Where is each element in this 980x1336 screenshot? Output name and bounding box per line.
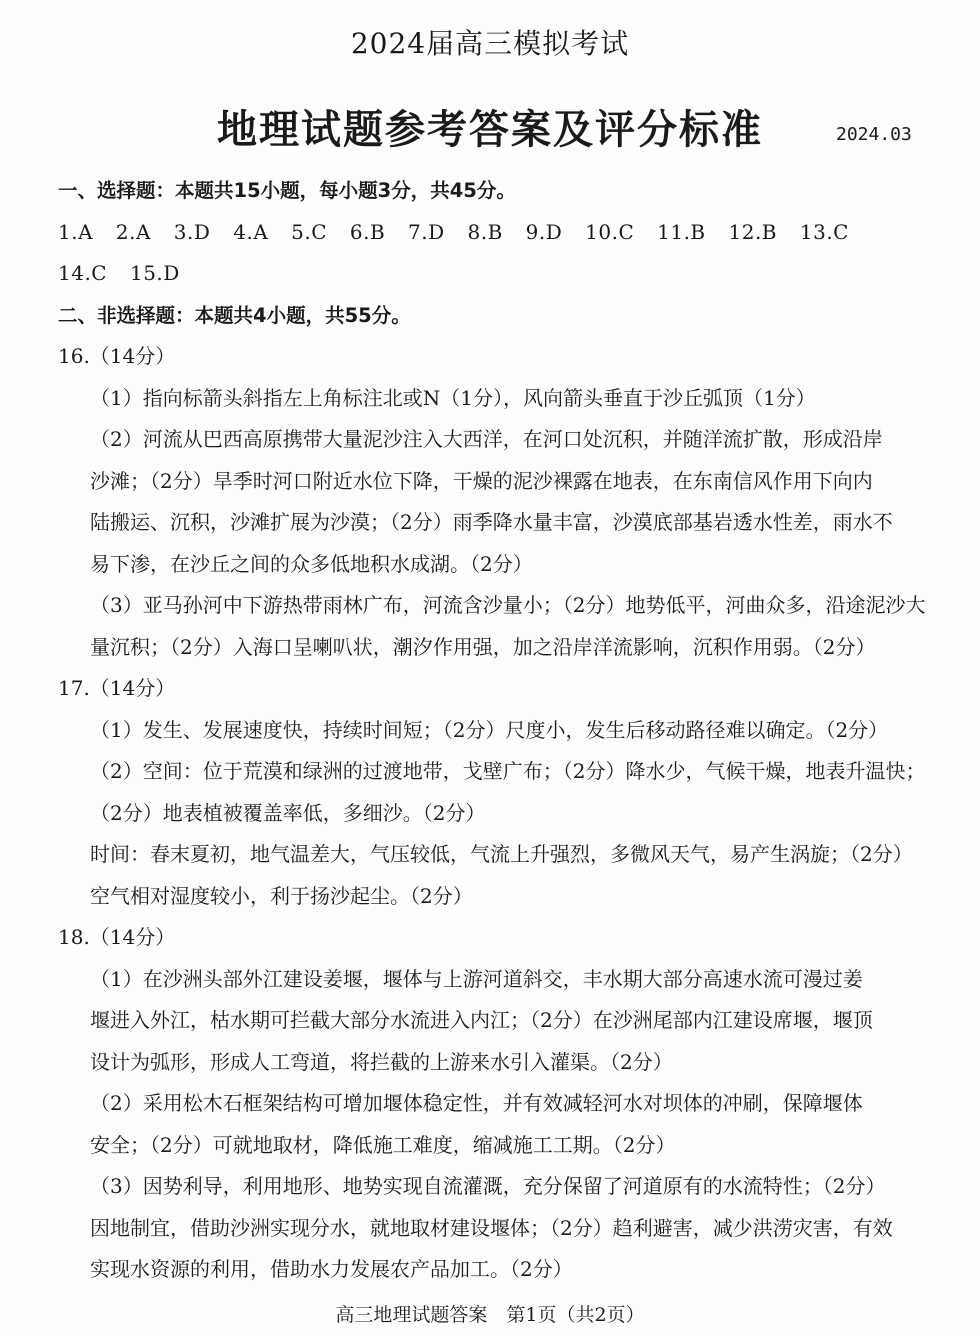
- q16-answer-line: （3）亚马孙河中下游热带雨林广布，河流含沙量小；（2分）地势低平，河曲众多，沿途泥沙大: [90, 593, 926, 617]
- question-17-title: 17.（14分）: [58, 676, 176, 700]
- q18-answer-line: （1）在沙洲头部外江建设姜堰，堰体与上游河道斜交，丰水期大部分高速水流可漫过姜: [90, 966, 863, 991]
- q16-answer-line: （1）指向标箭头斜指左上角标注北或N（1分），风向箭头垂直于沙丘弧顶（1分）: [90, 385, 816, 410]
- q17-answer-line: （2）空间：位于荒漠和绿洲的过渡地带，戈壁广布；（2分）降水少，气候干燥，地表升温快；: [90, 759, 926, 783]
- mcq-answer: 4.A: [233, 219, 269, 244]
- q17-answer-line: （2分）地表植被覆盖率低，多细沙。（2分）: [90, 800, 486, 825]
- q16-answer-line: （2）河流从巴西高原携带大量泥沙注入大西洋，在河口处沉积，并随洋流扩散，形成沿岸: [90, 427, 883, 451]
- mcq-answer: 12.B: [728, 219, 778, 244]
- mcq-answer: 5.C: [291, 219, 328, 244]
- page-title: 地理试题参考答案及评分标准: [217, 107, 763, 153]
- q18-answer-line: 因地制宜，借助沙洲实现分水，就地取材建设堰体；（2分）趋利避害，减少洪涝灾害，有效: [90, 1215, 893, 1240]
- answer-content: [58, 170, 928, 1291]
- q18-answer-line: 实现水资源的利用，借助水力发展农产品加工。（2分）: [90, 1257, 573, 1281]
- q17-answer-line: 空气相对湿度较小，利于扬沙起尘。（2分）: [90, 883, 473, 908]
- q18-answer-line: 设计为弧形，形成人工弯道，将拦截的上游来水引入灌渠。（2分）: [90, 1049, 673, 1074]
- q18-answer-line: 堰进入外江，枯水期可拦截大部分水流进入内江；（2分）在沙洲尾部内江建设席堰，堰顶: [90, 1008, 873, 1032]
- exam-title: 2024届高三模拟考试: [350, 27, 630, 60]
- q18-answer-line: （3）因势利导，利用地形、地势实现自流灌溉，充分保留了河道原有的水流特性；（2分）: [90, 1174, 886, 1198]
- mcq-answer: 11.B: [657, 219, 706, 244]
- mcq-answer: 1.A: [58, 219, 94, 244]
- mcq-answer: 13.C: [799, 219, 849, 244]
- mcq-answer: 14.C: [58, 261, 108, 285]
- mcq-answer: 6.B: [349, 219, 386, 244]
- mcq-answer: 2.A: [115, 219, 151, 244]
- mcq-answer: 9.D: [525, 219, 563, 244]
- question-18-title: 18.（14分）: [58, 925, 176, 949]
- document-date: 2024.03: [836, 124, 912, 145]
- q16-answer-line: 量沉积；（2分）入海口呈喇叭状，潮汐作用强，加之沿岸洋流影响，沉积作用弱。（2分）: [90, 634, 876, 659]
- mcq-answers-row-1: [58, 212, 928, 254]
- page-footer: 高三地理试题答案 第1页（共2页）: [335, 1304, 645, 1326]
- mcq-answer: 3.D: [173, 219, 211, 244]
- mcq-answer: 10.C: [585, 219, 635, 244]
- mcq-answers-row-2: [58, 253, 928, 295]
- question-16-title: 16.（14分）: [58, 344, 176, 368]
- mcq-answer: 8.B: [467, 219, 503, 244]
- q16-answer-line: 易下渗，在沙丘之间的众多低地积水成湖。（2分）: [90, 551, 533, 576]
- q16-answer-line: 陆搬运、沉积，沙滩扩展为沙漠；（2分）雨季降水量丰富，沙漠底部基岩透水性差，雨水不: [90, 510, 893, 534]
- q18-answer-line: 安全；（2分）可就地取材，降低施工难度，缩减施工工期。（2分）: [90, 1132, 676, 1157]
- mcq-answer: 15.D: [129, 261, 180, 285]
- q17-answer-line: （1）发生、发展速度快，持续时间短；（2分）尺度小，发生后移动路径难以确定。（2分）: [90, 717, 889, 742]
- mcq-answer: 7.D: [408, 219, 445, 244]
- q16-answer-line: 沙滩；（2分）旱季时河口附近水位下降，干燥的泥沙裸露在地表，在东南信风作用下向内: [90, 468, 873, 493]
- q18-answer-line: （2）采用松木石框架结构可增加堰体稳定性，并有效减轻河水对坝体的冲刷，保障堰体: [90, 1091, 863, 1115]
- section-1-heading: 一、选择题：本题共15小题，每小题3分，共45分。: [58, 179, 516, 202]
- q17-answer-line: 时间：春末夏初，地气温差大，气压较低，气流上升强烈，多微风天气，易产生涡旋；（2分）: [90, 842, 913, 866]
- section-2-heading: 二、非选择题：本题共4小题，共55分。: [58, 303, 411, 327]
